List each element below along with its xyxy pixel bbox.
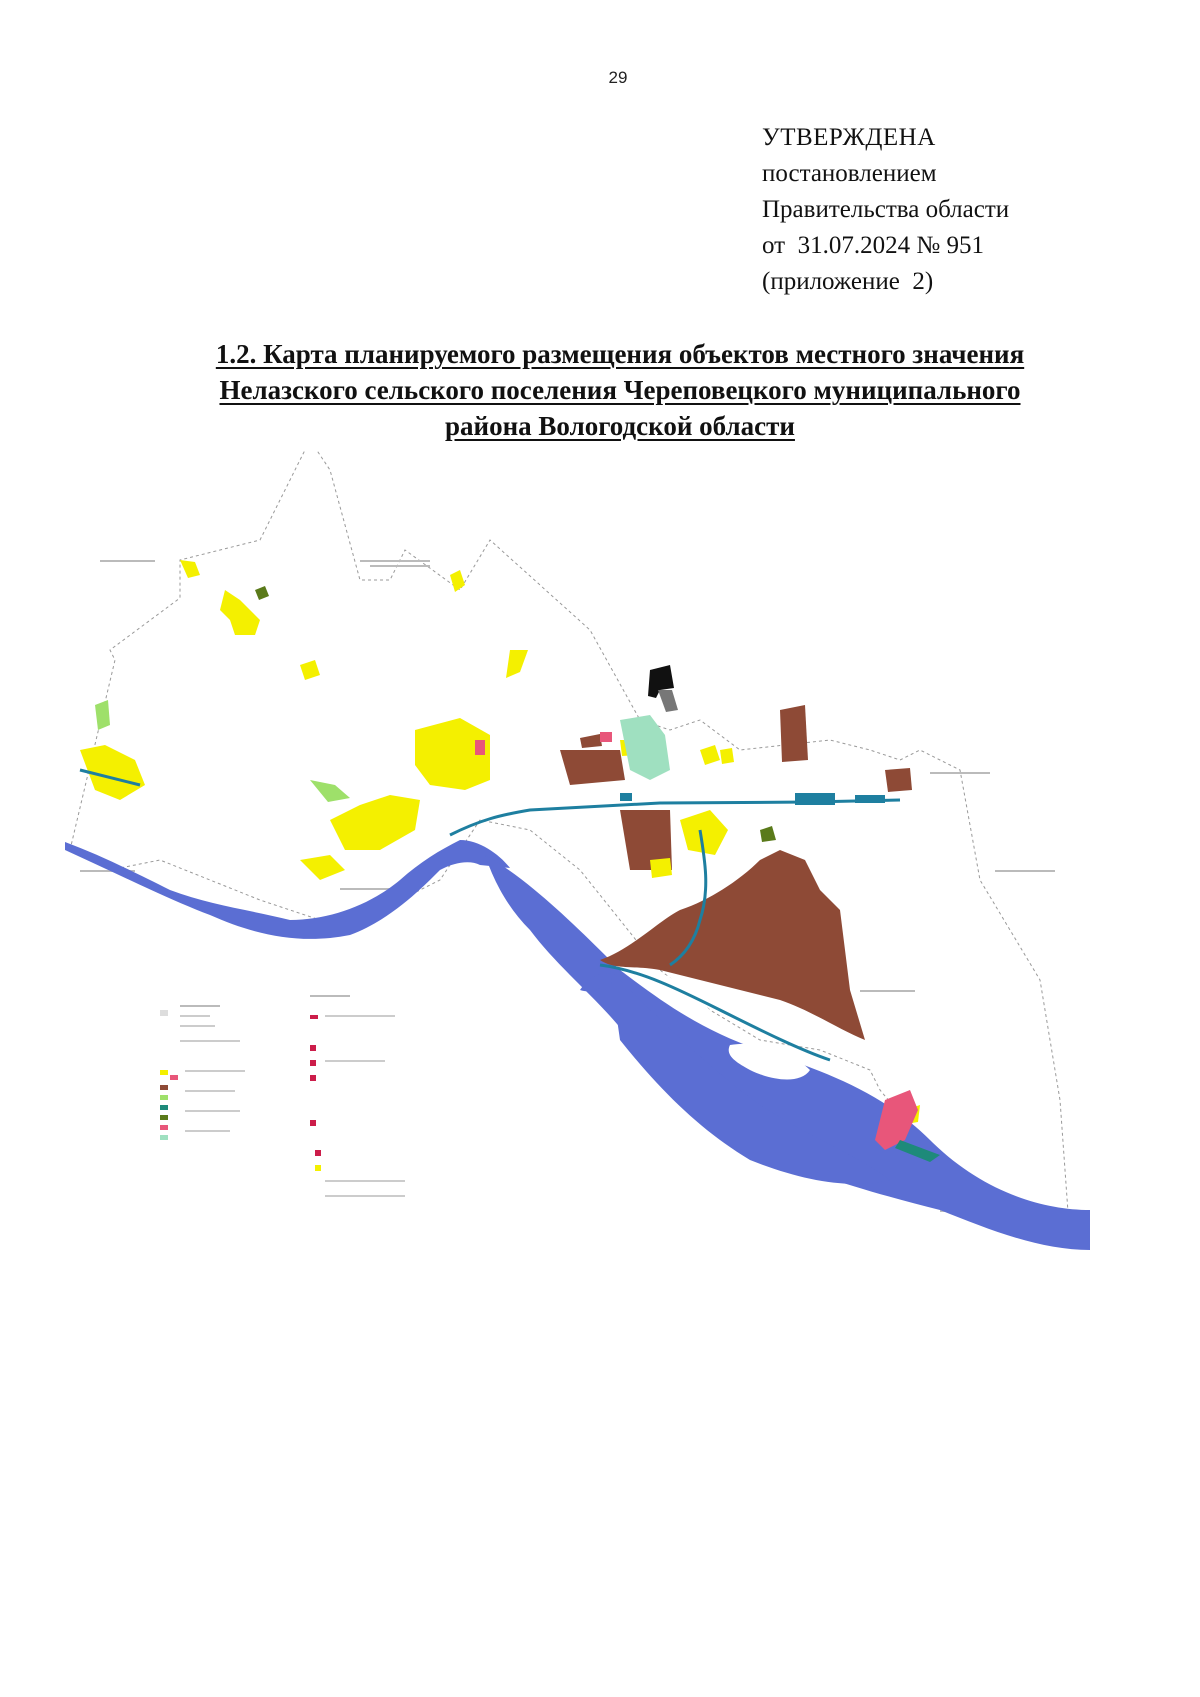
- title-line: Нелазского сельского поселения Череповецкого муниципального: [219, 375, 1021, 405]
- title-line: района Вологодской области: [445, 411, 795, 441]
- approval-line: постановлением: [762, 160, 937, 187]
- facility-block: [658, 690, 678, 712]
- approval-appendix: (приложение 2): [762, 268, 934, 295]
- settlement-boundary: [70, 450, 1070, 1240]
- page-number: 29: [608, 68, 628, 87]
- approval-line: Правительства области: [762, 196, 1010, 223]
- map-legend: [160, 995, 405, 1197]
- approval-stamp: УТВЕРЖДЕНА: [762, 124, 936, 151]
- approval-date: от 31.07.2024 № 951: [762, 232, 984, 259]
- document-title: [60, 336, 1180, 444]
- approval-block: [762, 120, 1162, 300]
- settlement-map: [60, 450, 1160, 1310]
- residential-zones: [80, 560, 920, 1124]
- water-bodies: [65, 840, 1090, 1250]
- title-line: 1.2. Карта планируемого размещения объектов местного значения: [215, 339, 1025, 369]
